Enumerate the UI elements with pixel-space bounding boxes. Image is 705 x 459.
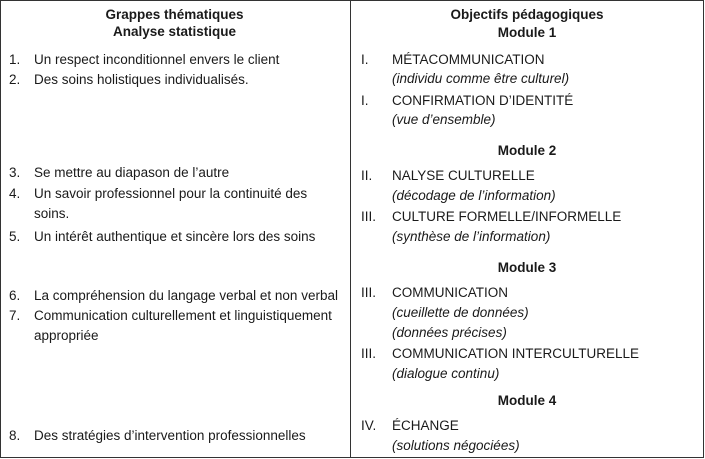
theme-text: La compréhension du langage verbal et non verbal [34, 288, 338, 303]
left-header-line1: Grappes thématiques [105, 7, 244, 22]
module-title: Module 1 [497, 25, 557, 40]
theme-number: 8. [9, 428, 21, 443]
theme-number: 7. [9, 308, 21, 323]
objective-detail: (synthèse de l’information) [392, 229, 551, 244]
objective-title: COMMUNICATION INTERCULTURELLE [392, 346, 640, 361]
module-title: Module 4 [497, 393, 557, 408]
objective-number: II. [361, 168, 373, 183]
module-title: Module 2 [497, 143, 557, 158]
column-divider [350, 1, 351, 457]
theme-number: 1. [9, 52, 21, 67]
theme-text-continued: soins. [34, 206, 70, 221]
objective-number: IV. [361, 418, 377, 433]
objective-title: NALYSE CULTURELLE [392, 168, 535, 183]
objective-detail: (données précises) [392, 325, 507, 340]
theme-text-continued: appropriée [34, 328, 99, 343]
right-header-line1: Objectifs pédagogiques [450, 7, 604, 22]
objective-detail: (vue d’ensemble) [392, 112, 496, 127]
objective-title: COMMUNICATION [392, 285, 508, 300]
theme-number: 3. [9, 165, 21, 180]
left-header-line2: Analyse statistique [112, 24, 237, 39]
objective-number: III. [361, 209, 377, 224]
theme-text: Des stratégies d’intervention professionnelles [34, 428, 306, 443]
objective-title: MÉTACOMMUNICATION [392, 52, 545, 67]
theme-text: Un respect inconditionnel envers le client [34, 52, 280, 67]
module-title: Module 3 [497, 260, 557, 275]
objective-detail: (solutions négociées) [392, 438, 520, 453]
objective-detail: (individu comme être culturel) [392, 71, 570, 86]
theme-text: Un savoir professionnel pour la continuité des [34, 186, 308, 201]
objective-number: III. [361, 285, 377, 300]
objective-number: I. [361, 52, 369, 67]
objective-number: I. [361, 93, 369, 108]
theme-number: 4. [9, 186, 21, 201]
objective-title: ÉCHANGE [392, 418, 459, 433]
objective-detail: (décodage de l’information) [392, 188, 556, 203]
objective-detail: (dialogue continu) [392, 366, 500, 381]
theme-text: Des soins holistiques individualisés. [34, 72, 249, 87]
theme-text: Se mettre au diapason de l’autre [34, 165, 230, 180]
objective-detail: (cueillette de données) [392, 305, 529, 320]
theme-number: 6. [9, 288, 21, 303]
theme-text: Communication culturellement et linguistiquement [34, 308, 332, 323]
objective-number: III. [361, 346, 377, 361]
objective-title: CONFIRMATION D’IDENTITÉ [392, 93, 574, 108]
objective-title: CULTURE FORMELLE/INFORMELLE [392, 209, 622, 224]
theme-number: 2. [9, 72, 21, 87]
theme-number: 5. [9, 229, 21, 244]
theme-text: Un intérêt authentique et sincère lors des soins [34, 229, 316, 244]
